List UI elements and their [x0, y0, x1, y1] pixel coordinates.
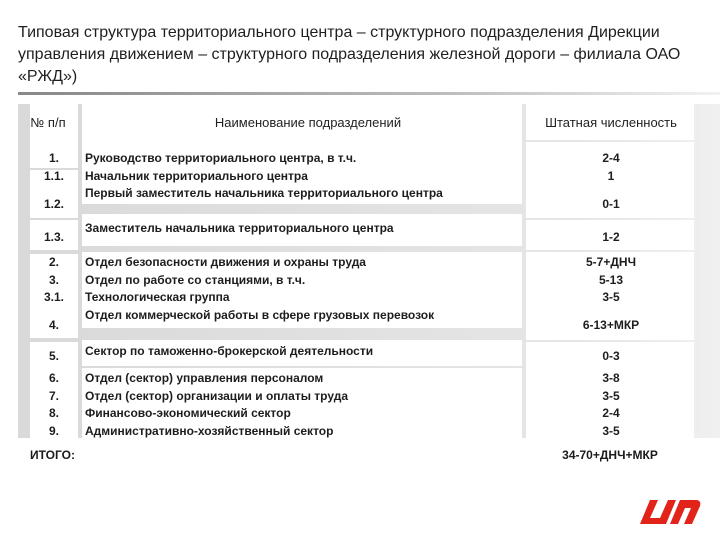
row-name: Начальник территориального центра [85, 168, 308, 183]
row-num: 7. [48, 388, 59, 403]
rzd-logo-icon [636, 494, 702, 528]
row-num: 1. [48, 151, 59, 165]
table-row [30, 289, 694, 307]
row-staff: 3-5 [602, 388, 620, 403]
row-staff: 2-4 [602, 151, 620, 165]
row-name: Руководство территориального центра, в т.ч. [85, 151, 357, 165]
row-num: 5. [48, 349, 59, 363]
table-row [30, 272, 694, 290]
row-group-3 [30, 254, 694, 337]
row-group-4 [30, 343, 694, 369]
row-num: 3. [48, 272, 59, 287]
row-name: Отдел по работе со станциями, в т.ч. [85, 272, 306, 287]
row-staff: 1-2 [602, 230, 620, 244]
title-divider [18, 92, 720, 95]
row-staff: 0-1 [602, 197, 620, 211]
row-num: 2. [48, 255, 59, 269]
header-staff: Штатная численность [545, 115, 677, 130]
row-name: Сектор по таможенно-брокерской деятельности [85, 344, 374, 358]
row-name: Заместитель начальника территориального центра [85, 221, 394, 235]
row-staff: 3-8 [602, 371, 620, 385]
table-row [30, 307, 694, 337]
row-staff: 3-5 [602, 290, 620, 304]
row-num: 9. [48, 423, 59, 438]
row-group-2 [30, 220, 694, 250]
row-name: Отдел (сектор) организации и оплаты труда [85, 388, 349, 403]
table-row [30, 254, 694, 272]
table-row [30, 150, 694, 168]
row-name: Отдел коммерческой работы в сфере грузовых перевозок [85, 307, 435, 322]
row-staff: 5-7+ДНЧ [586, 255, 636, 269]
table-row [30, 185, 694, 220]
row-name: Первый заместитель начальника территориального центра [85, 186, 443, 200]
row-num: 4. [48, 317, 59, 332]
table-row [30, 388, 694, 406]
row-name: Технологическая группа [85, 290, 230, 304]
slide-title: Типовая структура территориального центра – структурного подразделения Дирекции управления движением – структурного подразделения железной дороги – филиала ОАО «РЖД») [18, 24, 681, 85]
row-group-1 [30, 150, 694, 220]
table-row [30, 405, 694, 423]
row-num: 8. [48, 406, 59, 420]
row-staff: 3-5 [602, 423, 620, 438]
table-row [30, 423, 694, 441]
row-staff: 0-3 [602, 349, 620, 363]
total-label: ИТОГО: [30, 448, 75, 462]
header-num: № п/п [30, 115, 66, 130]
row-name: Финансово-экономический сектор [85, 406, 291, 420]
row-group-5 [30, 370, 694, 440]
table-row [30, 343, 694, 369]
row-num: 1.1. [43, 168, 64, 183]
row-name: Административно-хозяйственный сектор [85, 423, 334, 438]
row-staff: 1 [607, 168, 615, 183]
total-value: 34-70+ДНЧ+МКР [562, 448, 658, 462]
table-row [30, 220, 694, 250]
row-num: 1.2. [43, 197, 64, 211]
row-num: 1.3. [43, 230, 64, 244]
row-num: 6. [48, 371, 59, 385]
row-name: Отдел (сектор) управления персоналом [85, 371, 324, 385]
row-num: 3.1. [43, 290, 64, 304]
row-staff: 5-13 [598, 272, 624, 287]
row-name: Отдел безопасности движения и охраны труда [85, 255, 366, 269]
table-row [30, 370, 694, 388]
header-name: Наименование подразделений [214, 115, 402, 130]
row-staff: 2-4 [602, 406, 620, 420]
table-row [30, 168, 694, 186]
row-staff: 6-13+МКР [582, 317, 640, 332]
